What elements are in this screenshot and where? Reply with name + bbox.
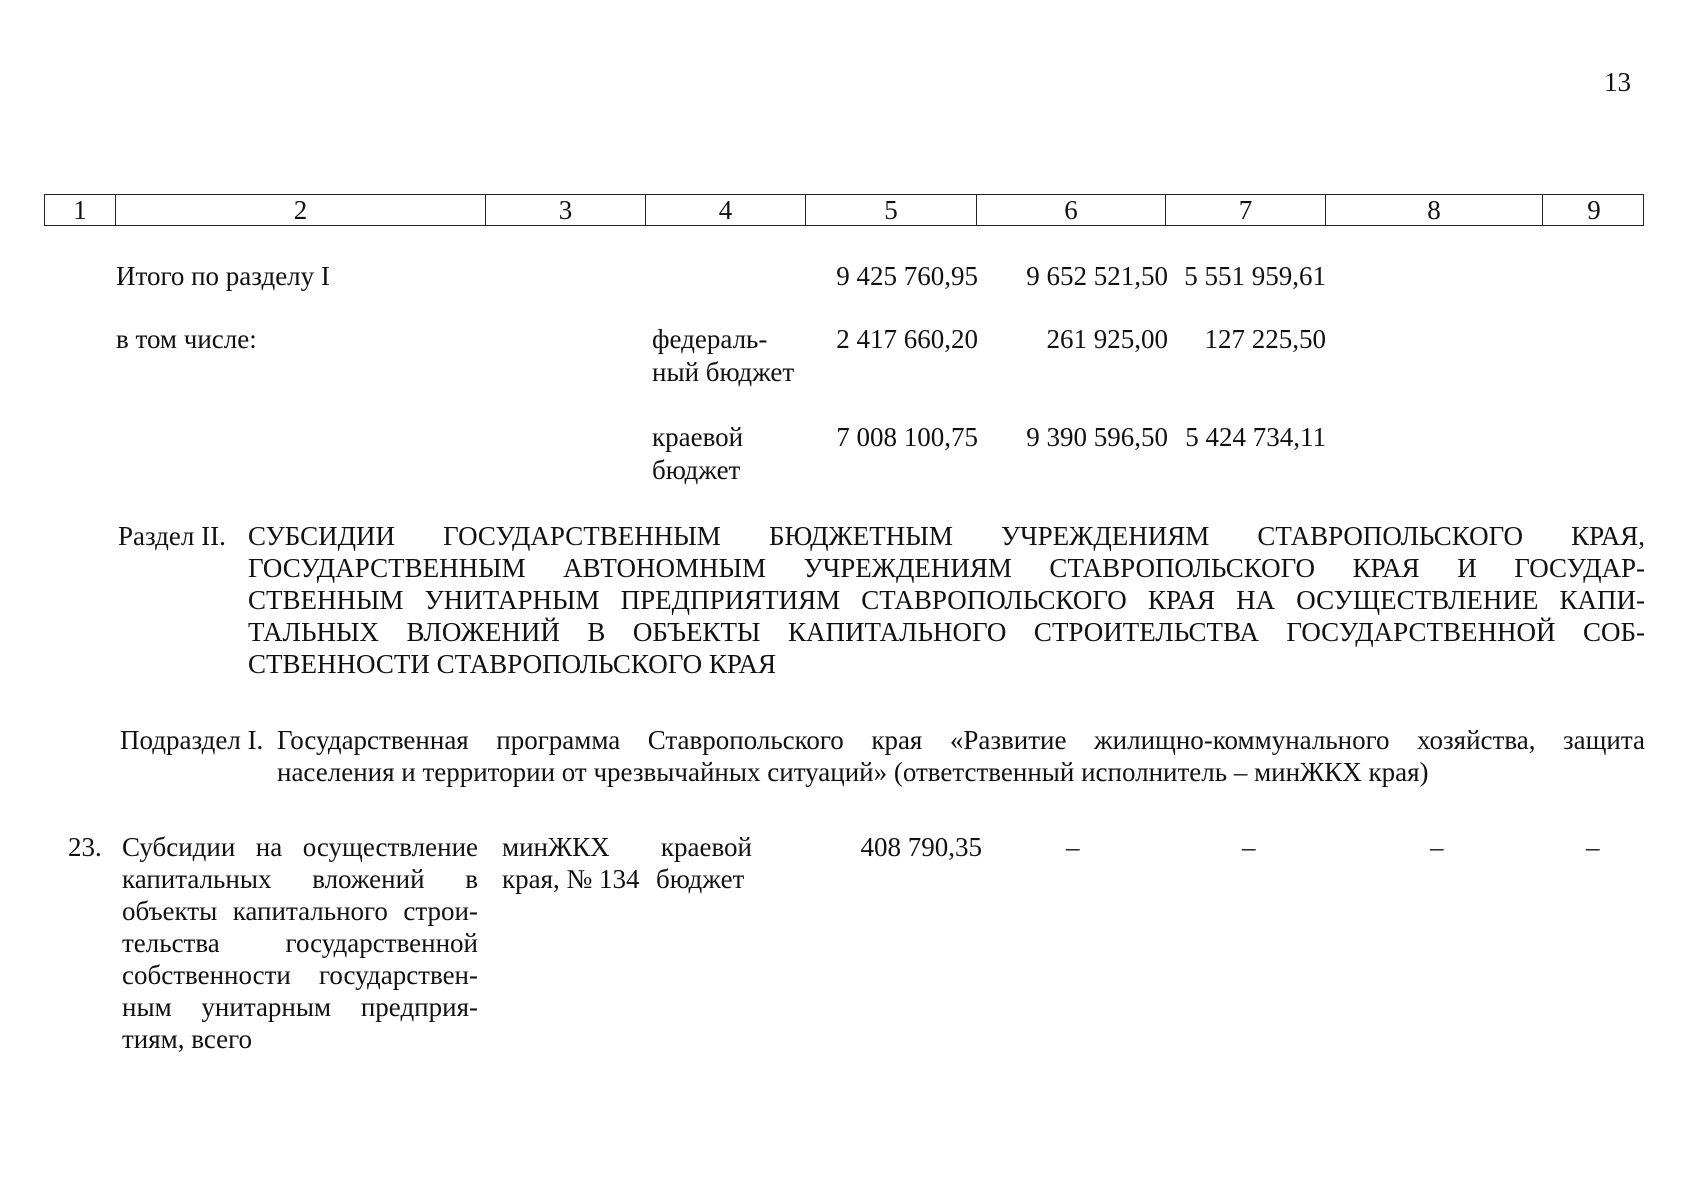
- item-23-executor-line2: края, № 134: [502, 864, 640, 894]
- item-23-name-line-6: ным унитарным предприя-: [122, 992, 478, 1022]
- total-section-label: Итого по разделу I: [116, 261, 330, 291]
- including-label: в том числе:: [116, 324, 257, 354]
- federal-source-line2: ный бюджет: [652, 357, 795, 387]
- item-23-name-line-1: Субсидии на осуществление: [122, 832, 478, 862]
- regional-source-line2: бюджет: [652, 455, 741, 485]
- item-23-col6: –: [1066, 832, 1080, 862]
- federal-col6: 261 925,00: [1046, 324, 1168, 354]
- item-23-name-line-5: собственности государствен-: [122, 960, 478, 990]
- total-col7: 5 551 959,61: [1184, 261, 1326, 291]
- column-header-3: 3: [486, 195, 646, 225]
- section-2-title-line-1: СУБСИДИИ ГОСУДАРСТВЕННЫМ БЮДЖЕТНЫМ УЧРЕЖДЕНИЯМ СТАВРОПОЛЬСКОГО КРАЯ,: [248, 521, 1645, 551]
- section-2-title-line-5: СТВЕННОСТИ СТАВРОПОЛЬСКОГО КРАЯ: [248, 649, 776, 679]
- item-23-name-line-4: тельства государственной: [122, 928, 478, 958]
- federal-col5: 2 417 660,20: [836, 324, 978, 354]
- page-number: 13: [1604, 67, 1631, 97]
- item-23-col9: –: [1586, 832, 1600, 862]
- section-2-label: Раздел II.: [118, 521, 226, 551]
- column-header-row: [44, 194, 1644, 226]
- column-header-1: 1: [45, 195, 116, 225]
- item-23-name-line-2: капитальных вложений в: [122, 864, 478, 894]
- item-23-name-line-7: тиям, всего: [122, 1024, 253, 1054]
- column-header-9: 9: [1587, 195, 1601, 225]
- subsection-1-label: Подраздел I.: [120, 725, 264, 755]
- item-23-col8: –: [1430, 832, 1444, 862]
- column-header-6: 6: [977, 195, 1166, 225]
- subsection-1-title-line-2: населения и территории от чрезвычайных ситуаций» (ответственный исполнитель – минЖКХ края): [277, 757, 1429, 787]
- column-header-2: 2: [116, 195, 486, 225]
- total-col6: 9 652 521,50: [1026, 261, 1168, 291]
- column-header-4: 4: [646, 195, 806, 225]
- item-23-col5: 408 790,35: [860, 832, 982, 862]
- federal-source-line1: федераль-: [652, 324, 768, 354]
- column-header-7: 7: [1166, 195, 1326, 225]
- section-2-title-line-2: ГОСУДАРСТВЕННЫМ АВТОНОМНЫМ УЧРЕЖДЕНИЯМ СТАВРОПОЛЬСКОГО КРАЯ И ГОСУДАР-: [248, 553, 1645, 583]
- regional-col7: 5 424 734,11: [1185, 422, 1326, 452]
- column-header-5: 5: [806, 195, 977, 225]
- item-23-source-line1: краевой: [660, 832, 752, 862]
- item-23-source-line2: бюджет: [656, 864, 745, 894]
- regional-source-line1: краевой: [652, 422, 744, 452]
- section-2-title-line-3: СТВЕННЫМ УНИТАРНЫМ ПРЕДПРИЯТИЯМ СТАВРОПОЛЬСКОГО КРАЯ НА ОСУЩЕСТВЛЕНИЕ КАПИ-: [248, 585, 1645, 615]
- item-23-executor-line1: минЖКХ: [502, 832, 610, 862]
- item-23-number: 23.: [68, 832, 102, 862]
- regional-col6: 9 390 596,50: [1026, 422, 1168, 452]
- subsection-1-title-line-1: Государственная программа Ставропольского края «Развитие жилищно-коммунального хозяйства, защита: [277, 725, 1645, 755]
- column-header-8: 8: [1326, 195, 1543, 225]
- item-23-col7: –: [1242, 832, 1256, 862]
- section-2-title-line-4: ТАЛЬНЫХ ВЛОЖЕНИЙ В ОБЪЕКТЫ КАПИТАЛЬНОГО СТРОИТЕЛЬСТВА ГОСУДАРСТВЕННОЙ СОБ-: [248, 617, 1645, 647]
- item-23-name-line-3: объекты капитального строи-: [122, 896, 478, 926]
- regional-col5: 7 008 100,75: [836, 422, 978, 452]
- total-col5: 9 425 760,95: [836, 261, 978, 291]
- federal-col7: 127 225,50: [1204, 324, 1326, 354]
